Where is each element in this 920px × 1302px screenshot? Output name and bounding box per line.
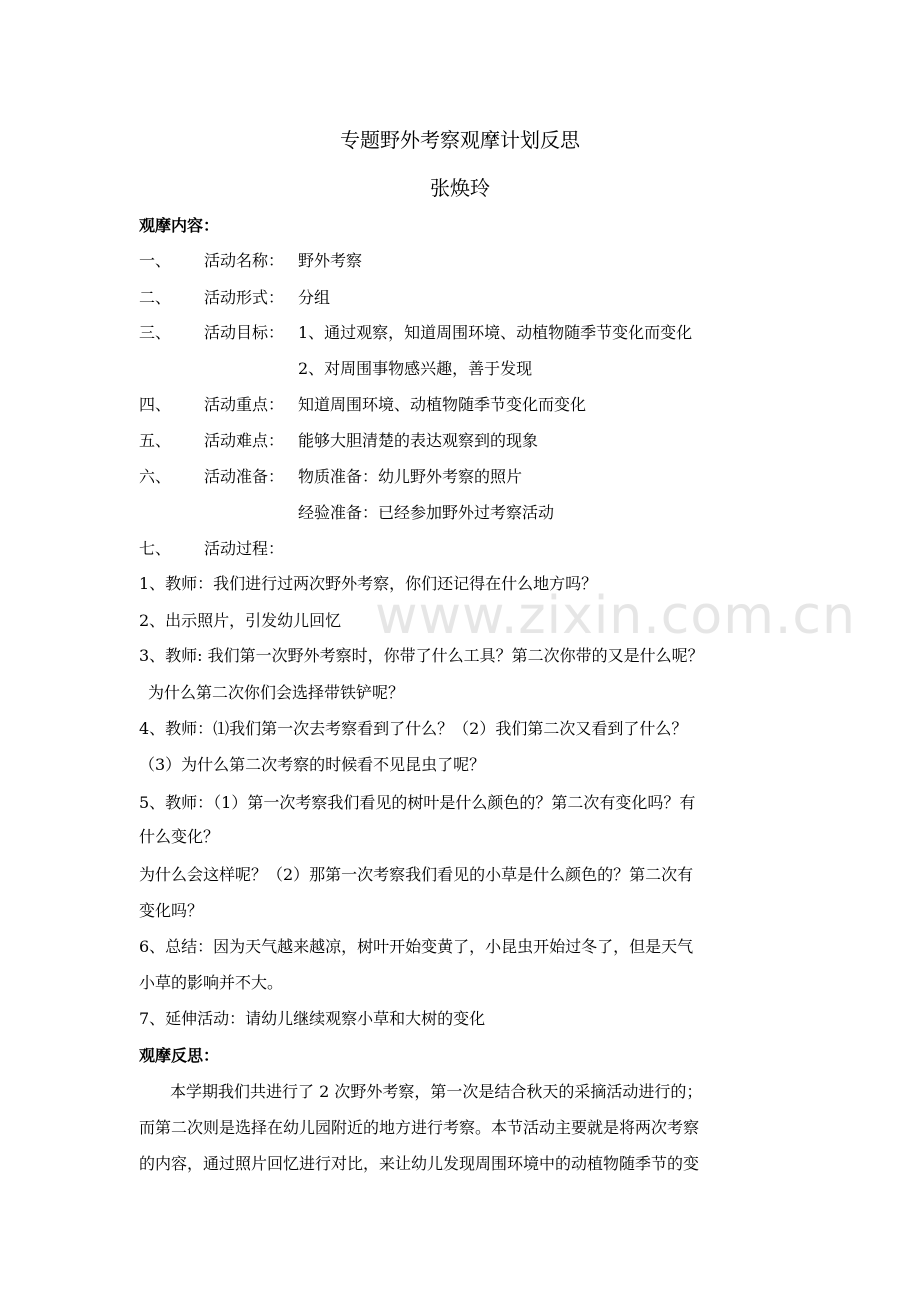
process-line: 7、延伸活动：请幼儿继续观察小草和大树的变化 — [139, 1009, 486, 1028]
item-text: 分组 — [298, 288, 331, 307]
process-line: 6、总结：因为天气越来越凉，树叶开始变黄了，小昆虫开始过冬了，但是天气 — [139, 937, 694, 956]
process-line: 2、出示照片，引发幼儿回忆 — [139, 611, 342, 630]
process-line: 变化吗？ — [139, 901, 204, 920]
item-label: 活动难点： — [204, 431, 285, 450]
reflection-line: 的内容，通过照片回忆进行对比，来让幼儿发现周围环境中的动植物随季节的变 — [139, 1154, 700, 1173]
item-text: 2、对周围事物感兴趣，善于发现 — [298, 359, 533, 378]
item-label: 活动重点： — [204, 395, 285, 414]
item-text: 野外考察 — [298, 251, 363, 270]
item-number: 六、 — [139, 467, 172, 486]
process-line: 1、教师：我们进行过两次野外考察，你们还记得在什么地方吗？ — [139, 574, 598, 593]
section-heading-content: 观摩内容： — [139, 216, 220, 235]
process-line: （3）为什么第二次考察的时候看不见昆虫了呢？ — [139, 755, 486, 774]
process-line: 为什么第二次你们会选择带铁铲呢？ — [148, 683, 405, 702]
item-text: 1、通过观察，知道周围环境、动植物随季节变化而变化 — [298, 323, 693, 342]
item-text: 能够大胆清楚的表达观察到的现象 — [298, 431, 539, 450]
item-label: 活动名称： — [204, 251, 285, 270]
process-line: 5、教师：（1）第一次考察我们看见的树叶是什么颜色的？第二次有变化吗？有 — [139, 793, 696, 812]
reflection-line: 本学期我们共进行了 2 次野外考察，第一次是结合秋天的采摘活动进行的； — [170, 1082, 703, 1101]
item-number: 二、 — [139, 288, 172, 307]
item-label: 活动形式： — [204, 288, 285, 307]
process-line: 为什么会这样呢？（2）那第一次考察我们看见的小草是什么颜色的？第二次有 — [139, 865, 694, 884]
author-name: 张焕玲 — [430, 176, 490, 200]
process-line: 3、教师: 我们第一次野外考察时，你带了什么工具？第二次你带的又是什么呢？ — [139, 646, 704, 665]
document-title: 专题野外考察观摩计划反思 — [340, 128, 580, 152]
item-label: 活动目标： — [204, 323, 285, 342]
item-text: 经验准备：已经参加野外过考察活动 — [298, 503, 555, 522]
item-label: 活动准备： — [204, 467, 285, 486]
process-line: 4、教师：⑴我们第一次去考察看到了什么？（2）我们第二次又看到了什么？ — [139, 719, 688, 738]
item-text: 知道周围环境、动植物随季节变化而变化 — [298, 395, 587, 414]
item-number: 四、 — [139, 395, 172, 414]
item-number: 三、 — [139, 323, 172, 342]
item-number: 五、 — [139, 431, 172, 450]
item-number: 一、 — [139, 251, 172, 270]
process-line: 小草的影响并不大。 — [139, 973, 284, 992]
section-heading-reflection: 观摩反思： — [139, 1046, 220, 1065]
item-text: 物质准备：幼儿野外考察的照片 — [298, 467, 523, 486]
process-line: 什么变化？ — [139, 827, 220, 846]
reflection-line: 而第二次则是选择在幼儿园附近的地方进行考察。本节活动主要就是将两次考察 — [139, 1118, 700, 1137]
item-label: 活动过程： — [204, 539, 285, 558]
watermark: www.zixin.com.cn — [375, 586, 856, 646]
item-number: 七、 — [139, 539, 172, 558]
